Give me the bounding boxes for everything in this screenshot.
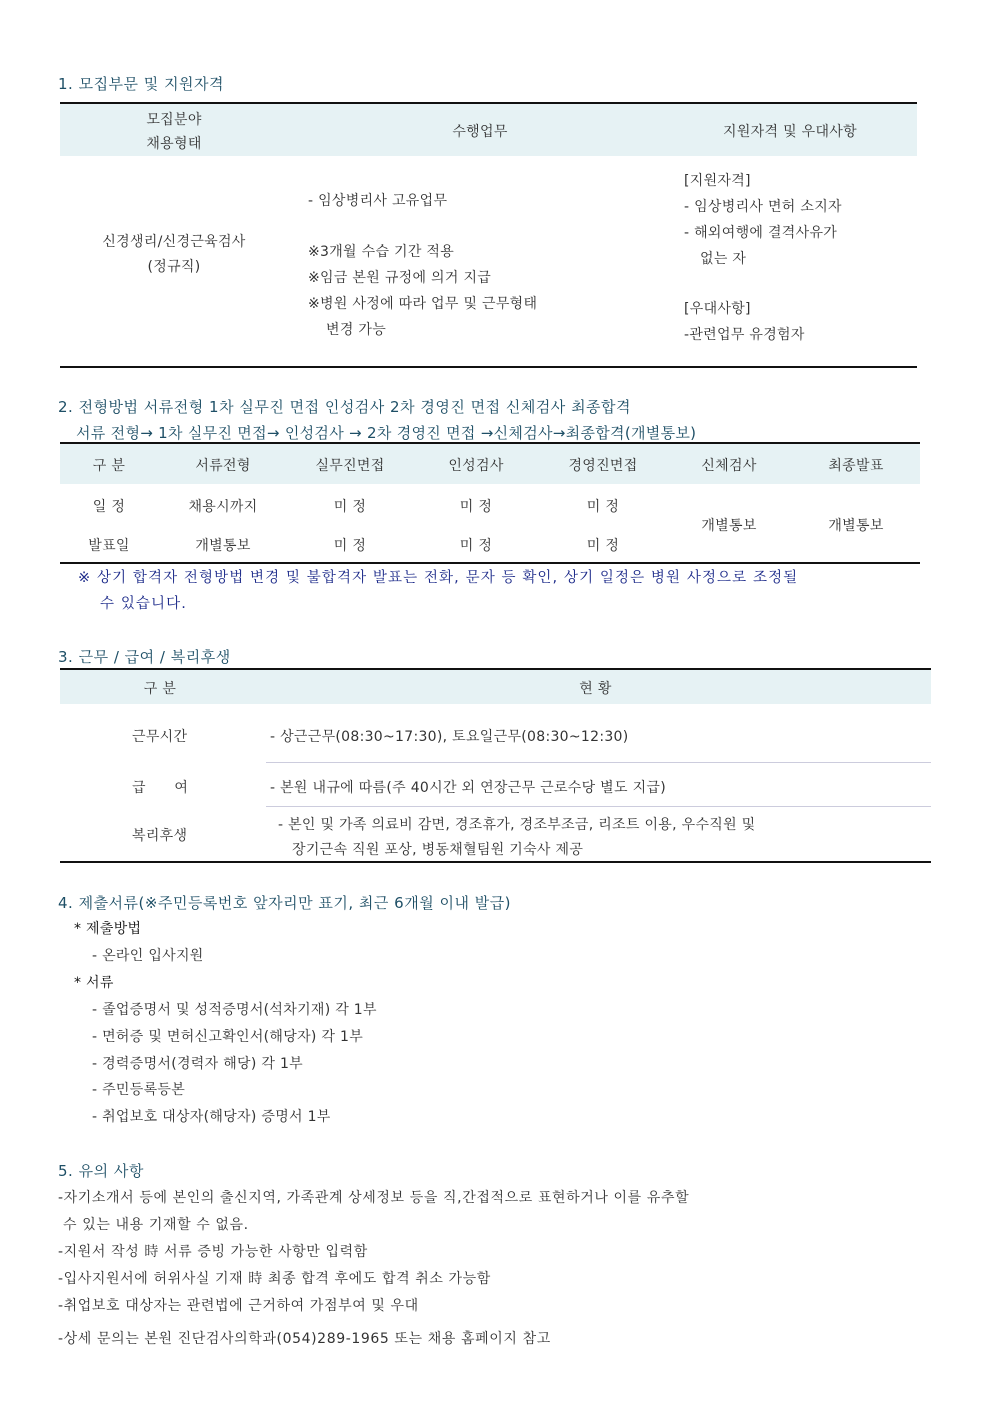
- welfare-value-line2: 장기근속 직원 포상, 병동채혈팀원 기숙사 제공: [292, 842, 584, 858]
- merged-physical: 개별통보: [701, 518, 757, 534]
- submit-method-title: * 제출방법: [74, 921, 142, 937]
- caution-line-0: -자기소개서 등에 본인의 출신지역, 가족관계 상세정보 등을 직,간접적으로 표현하거나 이를 유추할: [58, 1190, 690, 1206]
- row1-interview1: 미 정: [333, 499, 367, 515]
- qual-line-0: [지원자격]: [684, 173, 751, 189]
- duty-line-1: ※3개월 수습 기간 적용: [308, 244, 455, 260]
- section-1-title: 1. 모집부문 및 지원자격: [58, 75, 225, 93]
- employment-type: (정규직): [147, 259, 201, 275]
- salary-value: - 본원 내규에 따름(주 40시간 외 연장근무 근로수당 별도 지급): [270, 780, 666, 796]
- table3-bottom-rule: [60, 861, 931, 863]
- table2-bottom-rule: [60, 562, 920, 564]
- qual-line-1: - 임상병리사 면허 소지자: [684, 199, 842, 215]
- table1-header-duty: 수행업무: [452, 124, 508, 140]
- qual-line-3: 없는 자: [700, 251, 747, 267]
- table1-header-field: [60, 108, 288, 156]
- row1-personality: 미 정: [459, 499, 493, 515]
- duty-line-3: ※병원 사정에 따라 업무 및 근무형태: [308, 296, 538, 312]
- section-2-title: 2. 전형방법 서류전형 1차 실무진 면접 인성검사 2차 경영진 면접 신체검사 최종합격: [58, 398, 632, 416]
- table2-header-document: 서류전형: [195, 458, 251, 474]
- selection-flow: 서류 전형→ 1차 실무진 면접→ 인성검사 → 2차 경영진 면접 →신체검사→최종합격(개별통보): [76, 424, 697, 442]
- document-item-1: - 면허증 및 면허신고확인서(해당자) 각 1부: [92, 1029, 364, 1045]
- table1-bottom-rule: [60, 366, 917, 368]
- welfare-label: 복리후생: [132, 828, 188, 844]
- notice-line-1: ※ 상기 합격자 전형방법 변경 및 불합격자 발표는 전화, 문자 등 확인, 상기 일정은 병원 사정으로 조정될: [78, 570, 799, 586]
- duty-line-0: - 임상병리사 고유업무: [308, 193, 448, 209]
- caution-line-2: -지원서 작성 時 서류 증빙 가능한 사항만 입력함: [58, 1244, 368, 1260]
- table3-row-divider-1: [266, 762, 931, 763]
- header-field-line1: 모집분야: [146, 112, 202, 128]
- row1-document: 채용시까지: [188, 499, 258, 515]
- table1-header-qual: 지원자격 및 우대사항: [723, 124, 857, 140]
- table2-header-physical: 신체검사: [701, 458, 757, 474]
- merged-final: 개별통보: [828, 518, 884, 534]
- section-5-title: 5. 유의 사항: [58, 1162, 144, 1180]
- table2-header-final: 최종발표: [828, 458, 884, 474]
- table2-header-interview1: 실무진면접: [315, 458, 385, 474]
- caution-line-1: 수 있는 내용 기재할 수 없음.: [58, 1217, 249, 1233]
- caution-line-3: -입사지원서에 허위사실 기재 時 최종 합격 후에도 합격 취소 가능함: [58, 1271, 491, 1287]
- row1-interview2: 미 정: [586, 499, 620, 515]
- qual-line-2: - 해외여행에 결격사유가: [684, 225, 838, 241]
- table3-row-divider-2: [266, 806, 931, 807]
- row2-interview2: 미 정: [586, 538, 620, 554]
- table2-header-interview2: 경영진면접: [568, 458, 638, 474]
- table1-field-cell: [60, 230, 288, 280]
- row2-personality: 미 정: [459, 538, 493, 554]
- table2-header-category: 구 분: [92, 458, 126, 474]
- caution-line-4: -취업보호 대상자는 관련법에 근거하여 가점부여 및 우대: [58, 1298, 419, 1314]
- table2-header-personality: 인성검사: [448, 458, 504, 474]
- notice-line-2: 수 있습니다.: [100, 596, 187, 612]
- table3-header-status: 현 황: [579, 681, 612, 697]
- submit-method-item: - 온라인 입사지원: [92, 948, 204, 964]
- row1-label: 일 정: [92, 499, 126, 515]
- document-item-2: - 경력증명서(경력자 해당) 각 1부: [92, 1056, 303, 1072]
- header-field-line2: 채용형태: [146, 136, 202, 152]
- work-hours-label: 근무시간: [132, 729, 188, 745]
- table3-header-category: 구 분: [143, 681, 177, 697]
- duty-line-2: ※임금 본원 규정에 의거 지급: [308, 270, 492, 286]
- row2-label: 발표일: [88, 538, 130, 554]
- document-item-4: - 취업보호 대상자(해당자) 증명서 1부: [92, 1109, 331, 1125]
- salary-label: 급 여: [132, 780, 189, 796]
- row2-document: 개별통보: [195, 538, 251, 554]
- welfare-value-line1: - 본인 및 가족 의료비 감면, 경조휴가, 경조부조금, 리조트 이용, 우수직원 및: [278, 817, 756, 833]
- qual-line-5: -관련업무 유경험자: [684, 327, 805, 343]
- row2-interview1: 미 정: [333, 538, 367, 554]
- caution-line-5: -상세 문의는 본원 진단검사의학과(054)289-1965 또는 채용 홈페이지 참고: [58, 1331, 551, 1347]
- document-item-3: - 주민등록등본: [92, 1082, 186, 1098]
- section-4-title: 4. 제출서류(※주민등록번호 앞자리만 표기, 최근 6개월 이내 발급): [58, 894, 512, 912]
- section-3-title: 3. 근무 / 급여 / 복리후생: [58, 648, 231, 666]
- qual-line-4: [우대사항]: [684, 301, 751, 317]
- documents-title: * 서류: [74, 975, 114, 991]
- duty-line-4: 변경 가능: [326, 322, 387, 338]
- work-hours-value: - 상근근무(08:30~17:30), 토요일근무(08:30~12:30): [270, 729, 629, 745]
- field-name: 신경생리/신경근육검사: [102, 234, 246, 250]
- document-item-0: - 졸업증명서 및 성적증명서(석차기재) 각 1부: [92, 1002, 377, 1018]
